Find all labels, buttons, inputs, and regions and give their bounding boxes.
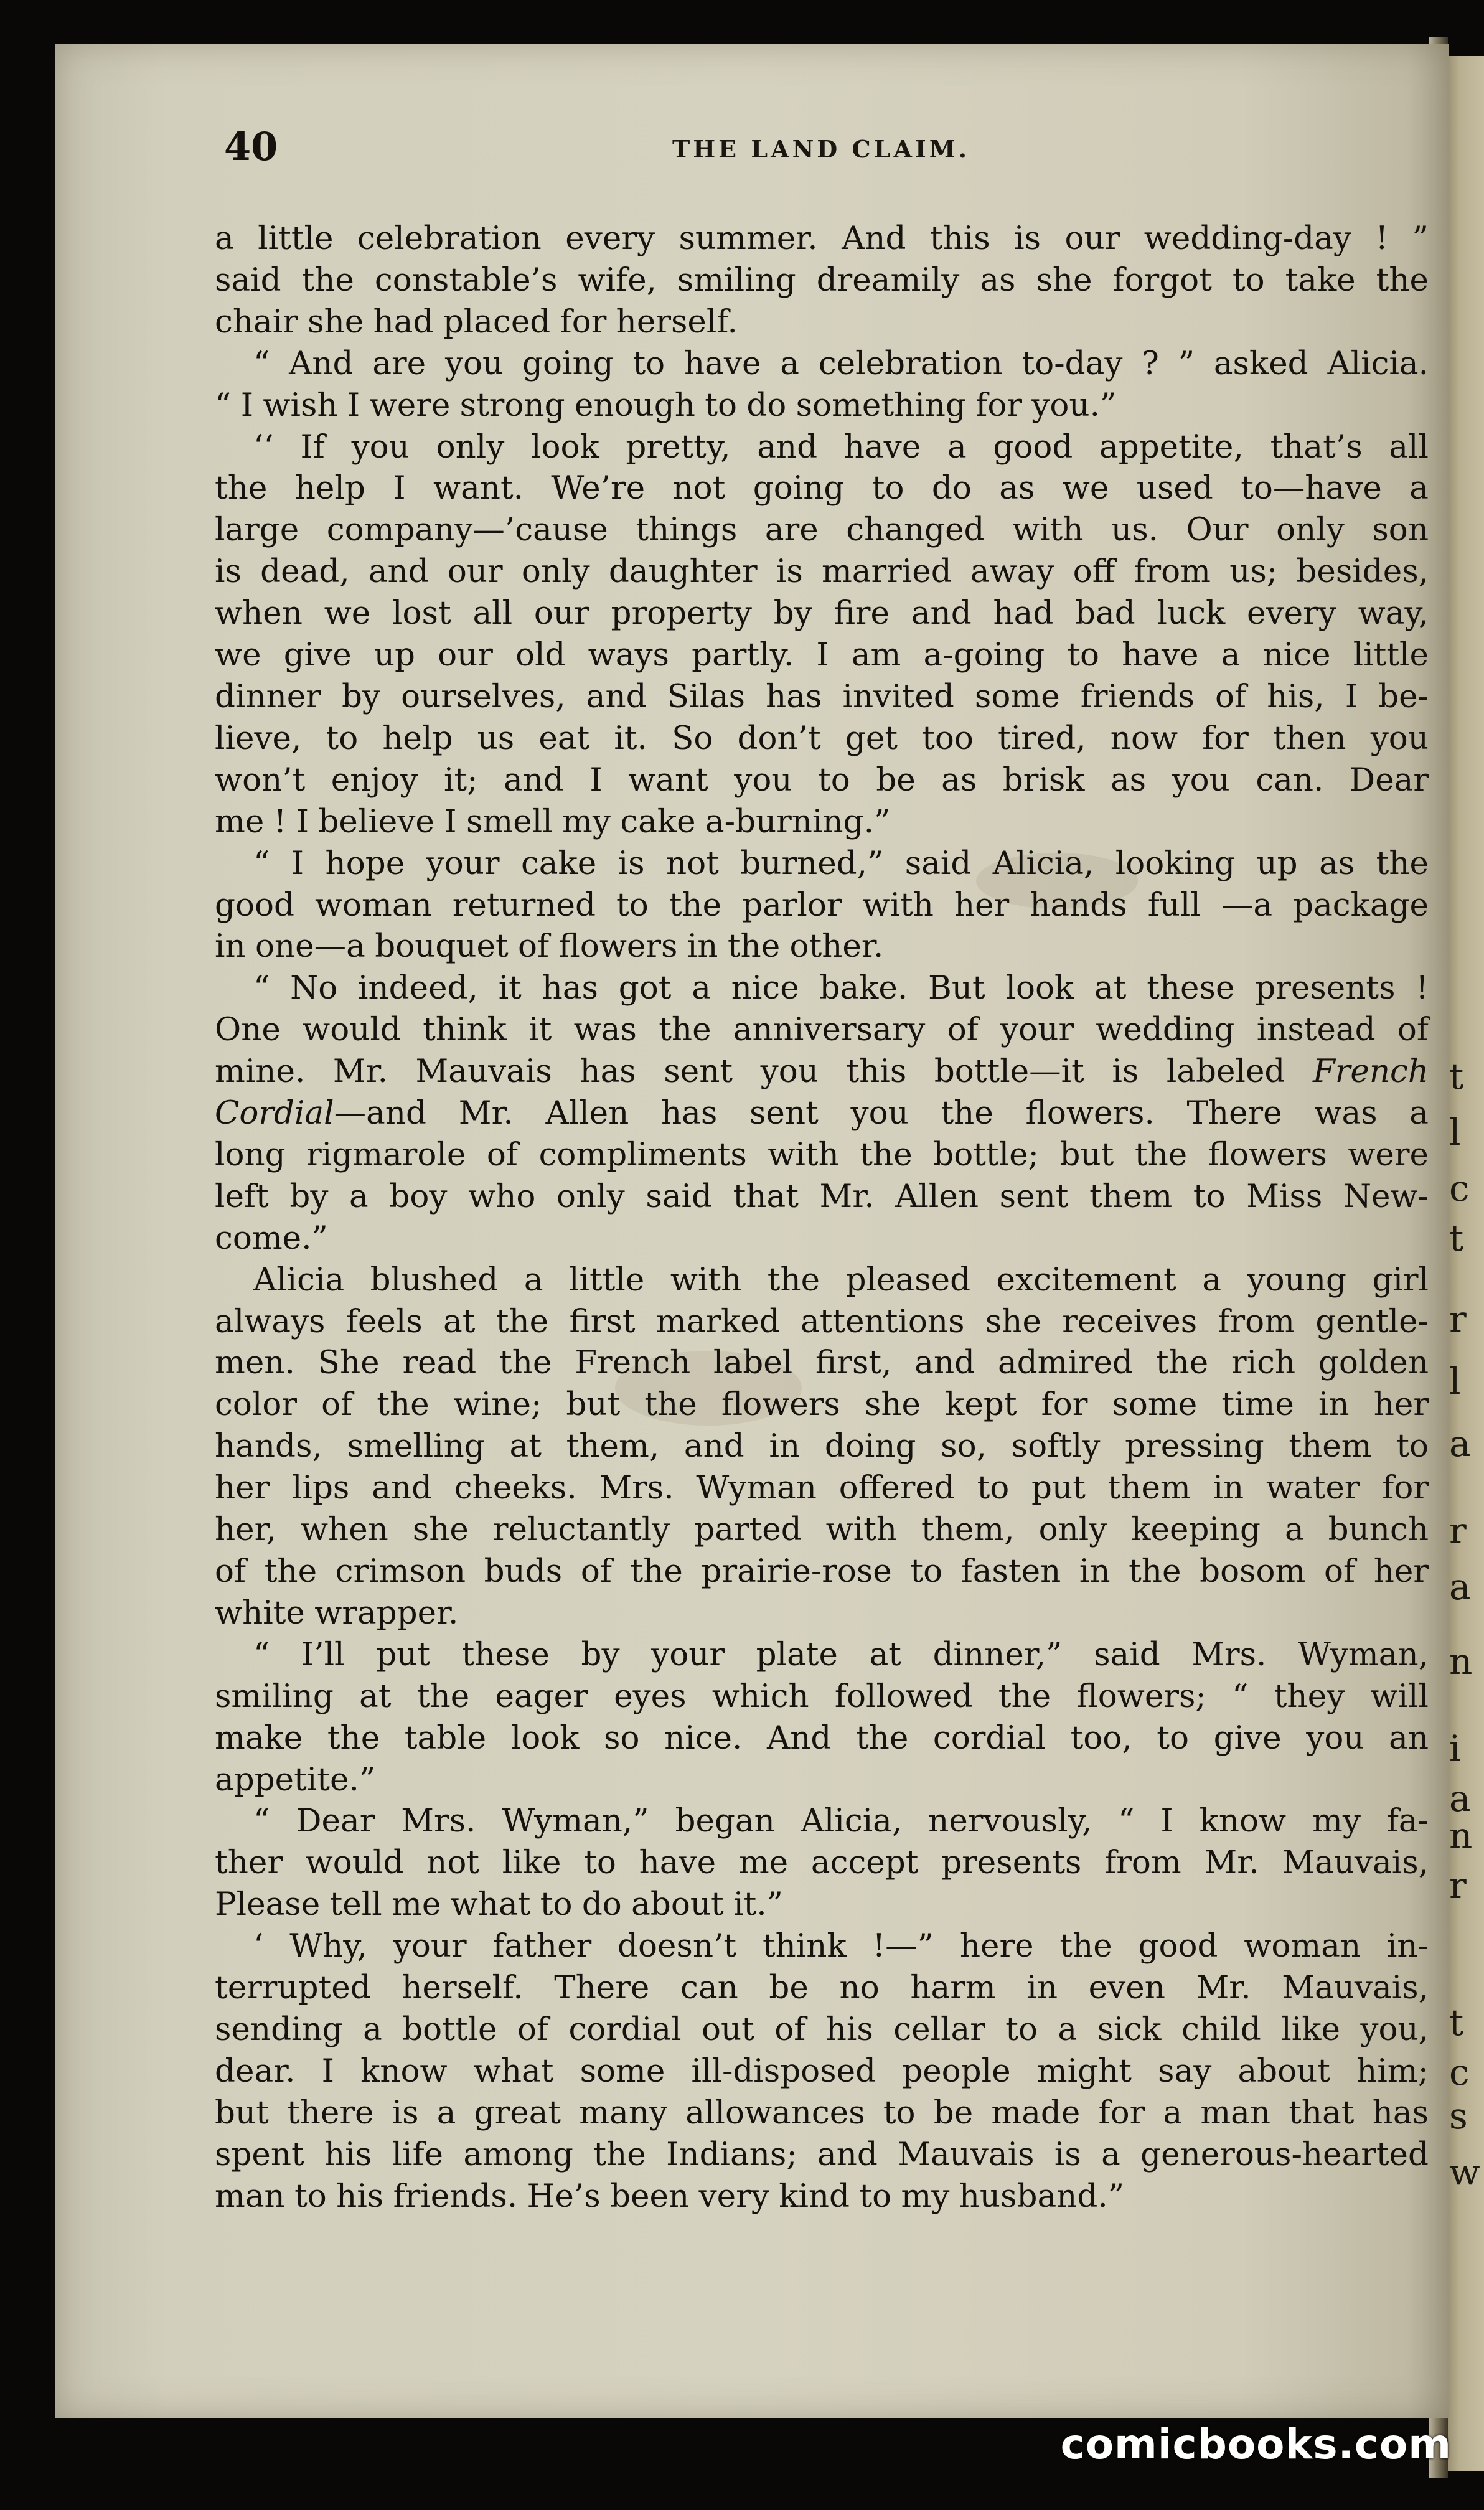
text-line: is dead, and our only daughter is married away off from us; besides, [215,553,1429,591]
text-line: ‘‘ If you only look pretty, and have a good appetite, that’s all [253,428,1429,466]
text-line: sending a bottle of cordial out of his cellar to a sick child like you, [215,2010,1429,2048]
text-line: her lips and cheeks. Mrs. Wyman offered to put them in water for [215,1469,1429,1507]
facing-page-letter: r [1449,1510,1467,1552]
text-line: “ Dear Mrs. Wyman,” began Alicia, nervously, “ I know my fa- [253,1802,1429,1840]
text-line: large company—’cause things are changed with us. Our only son [215,511,1429,549]
text-line: mine. Mr. Mauvais has sent you this bottle—it is labeled French [215,1053,1429,1091]
facing-page-letter: i [1449,1727,1461,1770]
text-line: “ I’ll put these by your plate at dinner,” said Mrs. Wyman, [253,1635,1429,1673]
facing-page-letter: a [1449,1566,1471,1608]
facing-page-letter: t [1449,1217,1464,1259]
text-line: in one—a bouquet of flowers in the other. [215,928,884,966]
text-line: spent his life among the Indians; and Mauvais is a generous-hearted [215,2135,1429,2173]
text-line: Alicia blushed a little with the pleased excitement a young girl [253,1261,1429,1299]
facing-page-letter: c [1449,2051,1470,2094]
text-line: “ I wish I were strong enough to do something for you.” [215,386,1117,424]
text-line: color of the wine; but the flowers she kept for some time in her [215,1386,1429,1424]
facing-page-letter: n [1449,1815,1473,1857]
text-line: when we lost all our property by fire and had bad luck every way, [215,595,1429,632]
text-line: hands, smelling at them, and in doing so, softly pressing them to [215,1427,1429,1465]
facing-page-letter: r [1449,1864,1467,1907]
text-line: won’t enjoy it; and I want you to be as brisk as you can. Dear [215,761,1429,799]
text-line: we give up our old ways partly. I am a-going to have a nice little [215,636,1429,674]
text-line: of the crimson buds of the prairie-rose to fasten in the bosom of her [215,1553,1429,1590]
text-line: white wrapper. [215,1594,459,1632]
text-line: a little celebration every summer. And this is our wedding-day ! ” [215,220,1429,257]
text-line: Cordial—and Mr. Allen has sent you the flowers. There was a [215,1094,1429,1132]
text-line: Please tell me what to do about it.” [215,1886,783,1924]
facing-page-letter: l [1449,1111,1461,1154]
text-line: long rigmarole of compliments with the bottle; but the flowers were [215,1135,1429,1173]
text-line: come.” [215,1219,328,1257]
text-line: chair she had placed for herself. [215,303,738,341]
facing-page-letter: t [1449,1055,1464,1098]
facing-page-letter: n [1449,1640,1473,1683]
page-header [224,124,1457,177]
watermark-logo: comicbooks.com [1060,2420,1452,2468]
text-line: lieve, to help us eat it. So don’t get too tired, now for then you [215,719,1429,757]
text-line: always feels at the first marked attentions she receives from gentle- [215,1302,1429,1340]
text-line: left by a boy who only said that Mr. Allen sent them to Miss New- [215,1177,1429,1215]
body-text [215,218,1429,2217]
page-number: 40 [224,124,278,169]
text-line: ‘ Why, your father doesn’t think !—” here the good woman in- [253,1927,1429,1965]
text-line: man to his friends. He’s been very kind to my husband.” [215,2177,1125,2215]
facing-page-letter: a [1449,1777,1471,1820]
facing-page-letter: r [1449,1298,1467,1340]
text-line: terrupted herself. There can be no harm in even Mr. Mauvais, [215,1969,1429,2007]
text-line: One would think it was the anniversary of your wedding instead of [215,1011,1429,1049]
text-line: dear. I know what some ill-disposed people might say about him; [215,2052,1429,2090]
facing-page-letter: t [1449,2001,1464,2044]
text-line: dinner by ourselves, and Silas has invited some friends of his, I be- [215,677,1429,715]
text-line: men. She read the French label first, and admired the rich golden [215,1344,1429,1382]
text-line: “ And are you going to have a celebration to-day ? ” asked Alicia. [253,344,1429,382]
facing-page-letter: a [1449,1422,1471,1465]
text-line: me ! I believe I smell my cake a-burning.” [215,802,891,840]
text-line: make the table look so nice. And the cordial too, to give you an [215,1719,1429,1757]
text-line: “ I hope your cake is not burned,” said Alicia, looking up as the [253,844,1429,882]
facing-page-letter: l [1449,1360,1461,1403]
text-line: but there is a great many allowances to be made for a man that has [215,2094,1429,2132]
facing-page-letter: w [1449,2151,1480,2193]
text-line: good woman returned to the parlor with her hands full —a package [215,886,1429,924]
text-line: “ No indeed, it has got a nice bake. But look at these presents ! [253,969,1429,1007]
running-head: THE LAND CLAIM. [672,135,970,163]
text-line: the help I want. We’re not going to do as we used to—have a [215,469,1429,507]
text-line: appetite.” [215,1760,376,1798]
facing-page-letter: c [1449,1167,1470,1210]
facing-page-letter: s [1449,2095,1468,2137]
text-line: ther would not like to have me accept presents from Mr. Mauvais, [215,1844,1429,1882]
text-line: smiling at the eager eyes which followed the flowers; “ they will [215,1677,1429,1715]
text-line: said the constable’s wife, smiling dreamily as she forgot to take the [215,261,1429,299]
text-line: her, when she reluctantly parted with them, only keeping a bunch [215,1511,1429,1549]
